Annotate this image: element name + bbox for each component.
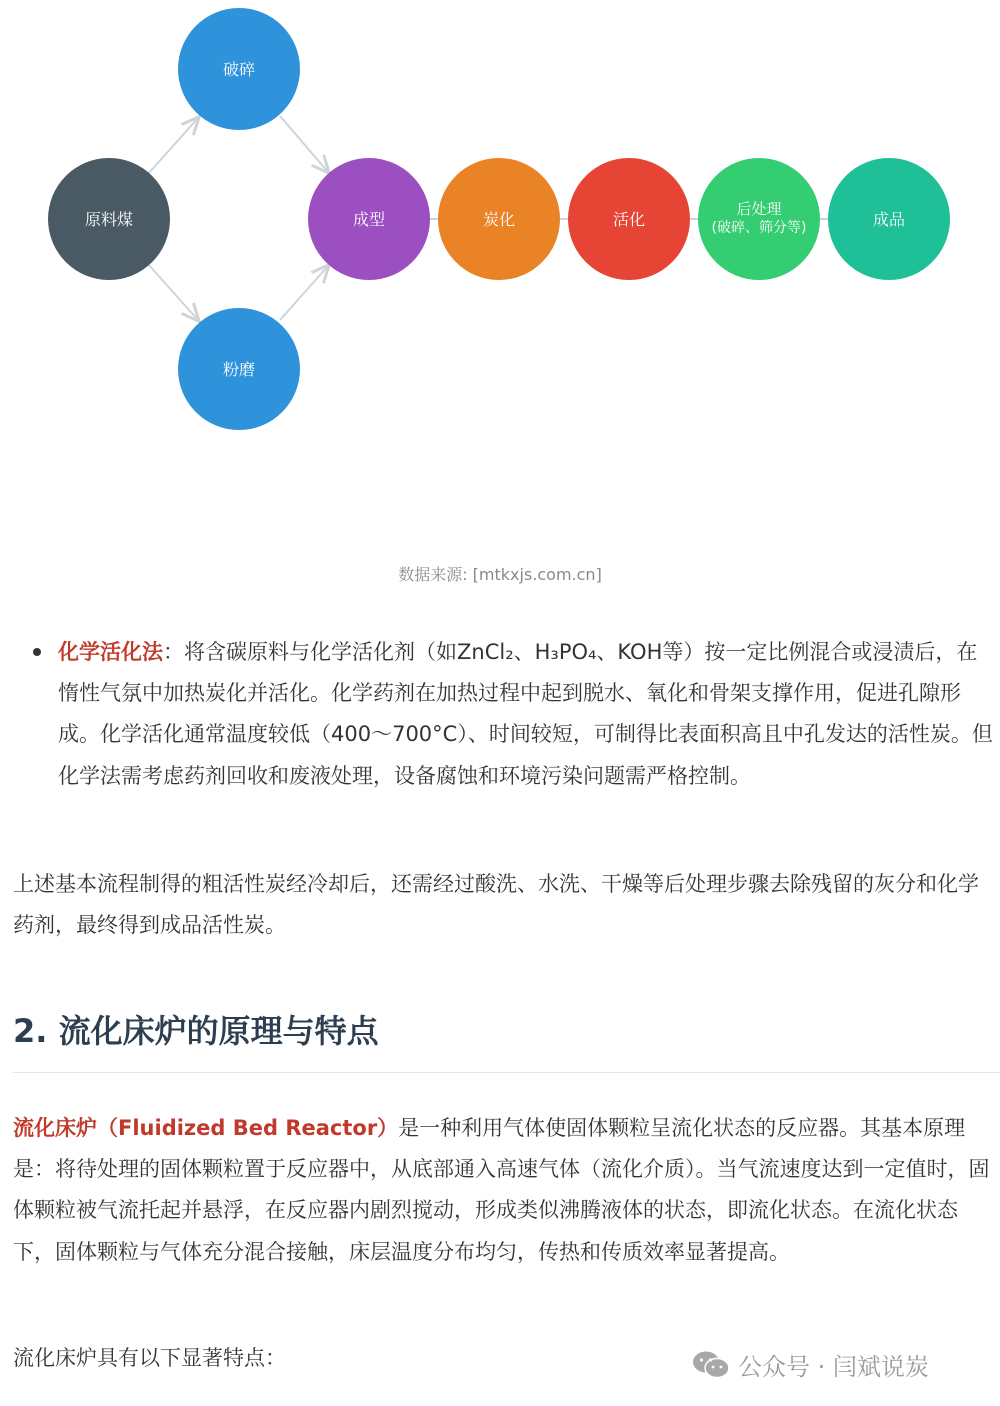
node-crush-label: 破碎 [222, 59, 255, 79]
bullet-keyword: 化学活化法 [58, 640, 163, 664]
node-carbonize [438, 158, 560, 280]
watermark [692, 1347, 929, 1382]
node-raw-coal [48, 158, 170, 280]
paragraph-keyword: 流化床炉（Fluidized Bed Reactor） [13, 1116, 399, 1140]
wechat-icon [692, 1350, 730, 1380]
source-caption: 数据来源: [mtkxjs.com.cn] [398, 565, 602, 584]
node-crush [178, 8, 300, 130]
bullet-dot [33, 648, 41, 656]
paragraph-features-intro: 流化床炉具有以下显著特点： [13, 1346, 286, 1370]
heading-divider [13, 1072, 1000, 1073]
section-heading: 2. 流化床炉的原理与特点 [13, 1012, 379, 1050]
paragraph-fluidized-bed [13, 1108, 996, 1273]
node-post-treatment-label-line2: (破碎、筛分等) [711, 220, 807, 236]
arrow-raw-to-grind [148, 264, 198, 320]
node-product-label: 成品 [872, 209, 905, 229]
process-flow-diagram [0, 0, 1000, 450]
paragraph-post-treatment: 上述基本流程制得的粗活性炭经冷却后，还需经过酸洗、水洗、干燥等后处理步骤去除残留的灰分和化学药剂，最终得到成品活性炭。 [13, 872, 979, 938]
node-raw-coal-label: 原料煤 [84, 209, 133, 229]
node-form [308, 158, 430, 280]
arrow-raw-to-crush [148, 118, 198, 174]
paragraph-fluidized-bed-text: 是一种利用气体使固体颗粒呈流化状态的反应器。其基本原理是：将待处理的固体颗粒置于反应器中，从底部通入高速气体（流化介质）。当气流速度达到一定值时，固体颗粒被气流托起并悬浮，在反应器内剧烈搅动，形成类似沸腾液体的状态，即流化状态。在流化状态下，固体颗粒与气体充分混合接触，床层温度分布均匀，传热和传质效率显著提高。 [13, 1116, 990, 1264]
watermark-text: 公众号 · 闫斌说炭 [738, 1353, 929, 1381]
bullet-chemical-activation [58, 632, 996, 797]
node-post-treatment [698, 158, 820, 280]
node-product [828, 158, 950, 280]
node-post-treatment-label-line1: 后处理 [736, 200, 782, 218]
node-grind-label: 粉磨 [222, 359, 255, 379]
node-carbonize-label: 炭化 [482, 209, 515, 229]
node-grind [178, 308, 300, 430]
node-form-label: 成型 [352, 209, 385, 229]
node-activate-label: 活化 [612, 209, 645, 229]
arrow-grind-to-form [280, 266, 328, 320]
bullet-text: ：将含碳原料与化学活化剂（如ZnCl₂、H₃PO₄、KOH等）按一定比例混合或浸渍后，在惰性气氛中加热炭化并活化。化学药剂在加热过程中起到脱水、氧化和骨架支撑作用，促进孔隙形成。化学活化通常温度较低（400～700°C）、时间较短，可制得比表面积高且中孔发达的活性炭。但化学法需考虑药剂回收和废液处理，设备腐蚀和环境污染问题需严格控制。 [58, 640, 993, 788]
node-activate [568, 158, 690, 280]
arrow-crush-to-form [280, 116, 328, 172]
